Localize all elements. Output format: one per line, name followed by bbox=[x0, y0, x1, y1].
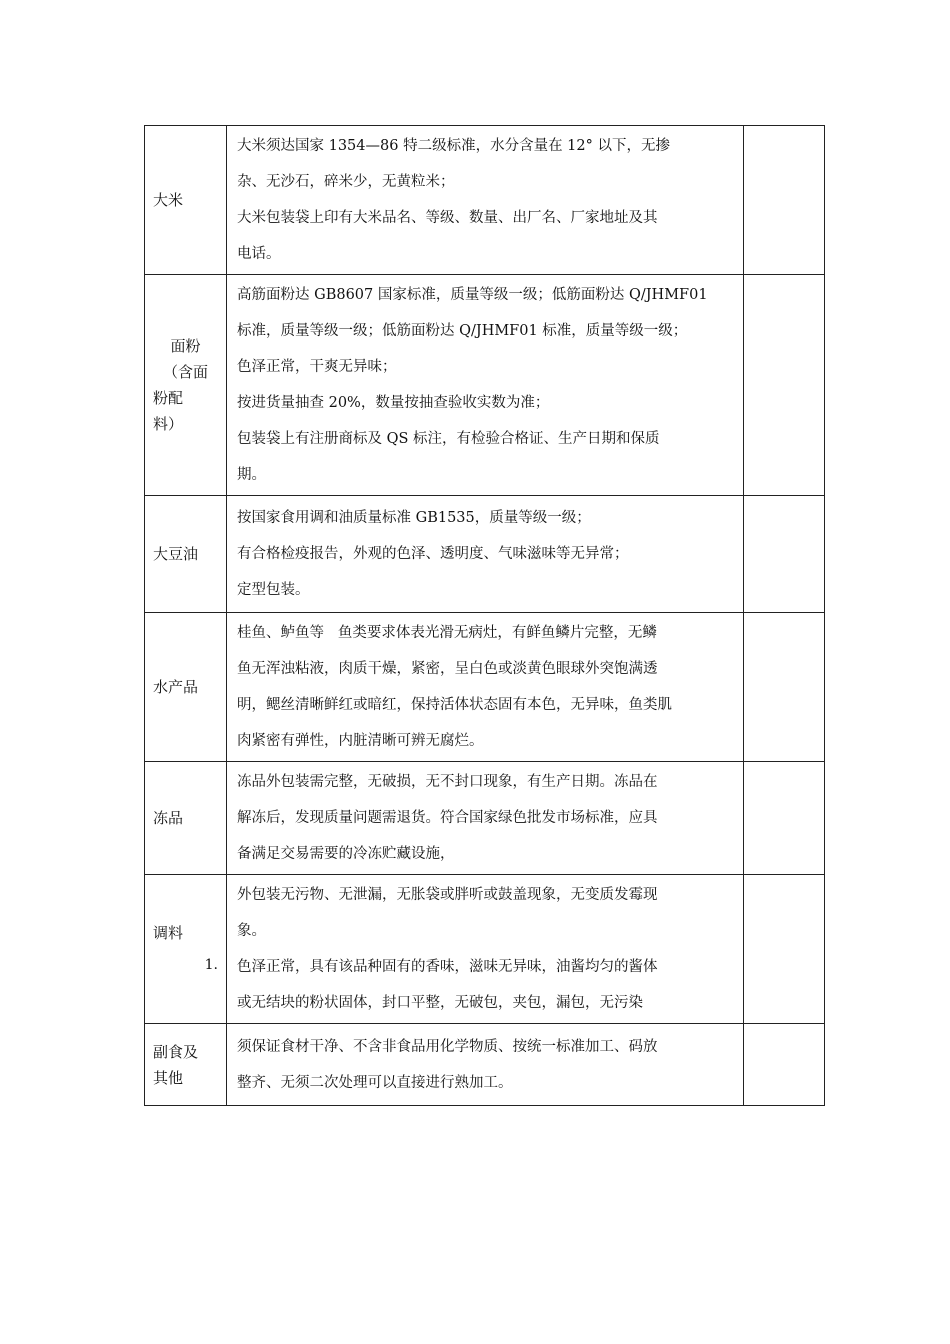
desc-line: 定型包装。 bbox=[237, 582, 310, 598]
desc-line: 包装袋上有注册商标及 QS 标注，有检验合格证、生产日期和保质 bbox=[237, 431, 660, 447]
desc-line: 期。 bbox=[237, 467, 266, 483]
item-desc-seasoning bbox=[227, 875, 744, 1024]
desc-line: 整齐、无须二次处理可以直接进行熟加工。 bbox=[237, 1074, 513, 1091]
desc-line: 冻品外包装需完整，无破损，无不封口现象，有生产日期。冻品在 bbox=[237, 774, 658, 790]
item-note-cell bbox=[744, 875, 825, 1024]
desc-line: 色泽正常，具有该品种固有的香味，滋味无异味，油酱均匀的酱体 bbox=[237, 959, 658, 975]
desc-line: 或无结块的粉状固体，封口平整，无破包，夹包，漏包，无污染 bbox=[237, 995, 643, 1011]
desc-line: 明，鳃丝清晰鲜红或暗红，保持活体状态固有本色，无异味，鱼类肌 bbox=[237, 697, 672, 713]
desc-line: 大米须达国家 1354—86 特二级标准，水分含量在 12° 以下，无掺 bbox=[237, 138, 670, 154]
item-name-label: 冻品 bbox=[153, 809, 184, 827]
item-note-cell bbox=[744, 613, 825, 762]
item-note-cell bbox=[744, 762, 825, 875]
desc-line: 象。 bbox=[237, 923, 266, 939]
item-name-label: （含面 bbox=[162, 363, 208, 381]
item-name-label: 其他 bbox=[153, 1068, 184, 1087]
desc-line: 杂、无沙石，碎米少，无黄粒米； bbox=[237, 174, 455, 190]
item-note-cell bbox=[744, 496, 825, 613]
desc-line: 鱼无浑浊粘液，肉质干燥，紧密，呈白色或淡黄色眼球外突饱满透 bbox=[237, 661, 658, 677]
desc-line: 桂鱼、鲈鱼等 鱼类要求体表光滑无病灶，有鲜鱼鳞片完整，无鳞 bbox=[237, 625, 657, 641]
table-row bbox=[145, 126, 825, 275]
desc-line: 外包装无污物、无泄漏，无胀袋或胖听或鼓盖现象，无变质发霉现 bbox=[237, 887, 658, 903]
item-note-cell bbox=[744, 275, 825, 496]
item-name-label: 调料 bbox=[153, 924, 184, 942]
item-name-frozen bbox=[145, 762, 227, 875]
list-number-marker: 1. bbox=[204, 957, 218, 973]
item-name-other bbox=[145, 1024, 227, 1106]
desc-line: 大米包装袋上印有大米品名、等级、数量、出厂名、厂家地址及其 bbox=[237, 210, 658, 226]
food-spec-table bbox=[144, 125, 825, 1106]
table-row bbox=[145, 875, 825, 1024]
item-name-seasoning bbox=[145, 875, 227, 1024]
table-row bbox=[145, 613, 825, 762]
item-desc-seafood bbox=[227, 613, 744, 762]
item-name-label: 副食及 bbox=[153, 1042, 199, 1061]
desc-line: 有合格检疫报告，外观的色泽、透明度、气味滋味等无异常； bbox=[237, 546, 629, 562]
desc-line: 按进货量抽查 20%，数量按抽查验收实数为准； bbox=[237, 395, 550, 411]
item-name-label: 大豆油 bbox=[153, 545, 199, 563]
table-row bbox=[145, 275, 825, 496]
item-name-label: 料） bbox=[153, 415, 184, 433]
desc-line: 备满足交易需要的冷冻贮藏设施， bbox=[237, 846, 455, 862]
item-desc-flour bbox=[227, 275, 744, 496]
item-note-cell bbox=[744, 1024, 825, 1106]
item-desc-frozen bbox=[227, 762, 744, 875]
item-desc-soybean-oil bbox=[227, 496, 744, 613]
desc-line: 须保证食材干净、不含非食品用化学物质、按统一标准加工、码放 bbox=[237, 1038, 658, 1055]
item-name-rice bbox=[145, 126, 227, 275]
item-desc-rice bbox=[227, 126, 744, 275]
item-name-label: 粉配 bbox=[153, 389, 184, 407]
item-desc-other bbox=[227, 1024, 744, 1106]
table-row bbox=[145, 762, 825, 875]
desc-line: 标准，质量等级一级；低筋面粉达 Q/JHMF01 标准，质量等级一级； bbox=[237, 323, 688, 339]
item-name-label: 大米 bbox=[153, 191, 184, 209]
table-row bbox=[145, 496, 825, 613]
desc-line: 肉紧密有弹性，内脏清晰可辨无腐烂。 bbox=[237, 733, 484, 749]
item-name-label: 面粉 bbox=[170, 337, 201, 355]
desc-line: 色泽正常，干爽无异味； bbox=[237, 359, 397, 375]
desc-line: 高筋面粉达 GB8607 国家标准，质量等级一级；低筋面粉达 Q/JHMF01 bbox=[237, 287, 708, 303]
desc-line: 电话。 bbox=[237, 246, 281, 262]
item-name-label: 水产品 bbox=[153, 678, 199, 696]
item-name-seafood bbox=[145, 613, 227, 762]
table-row bbox=[145, 1024, 825, 1106]
desc-line: 解冻后，发现质量问题需退货。符合国家绿色批发市场标准，应具 bbox=[237, 810, 658, 826]
item-note-cell bbox=[744, 126, 825, 275]
desc-line: 按国家食用调和油质量标准 GB1535，质量等级一级； bbox=[237, 510, 591, 526]
item-name-flour bbox=[145, 275, 227, 496]
item-name-soybean-oil bbox=[145, 496, 227, 613]
